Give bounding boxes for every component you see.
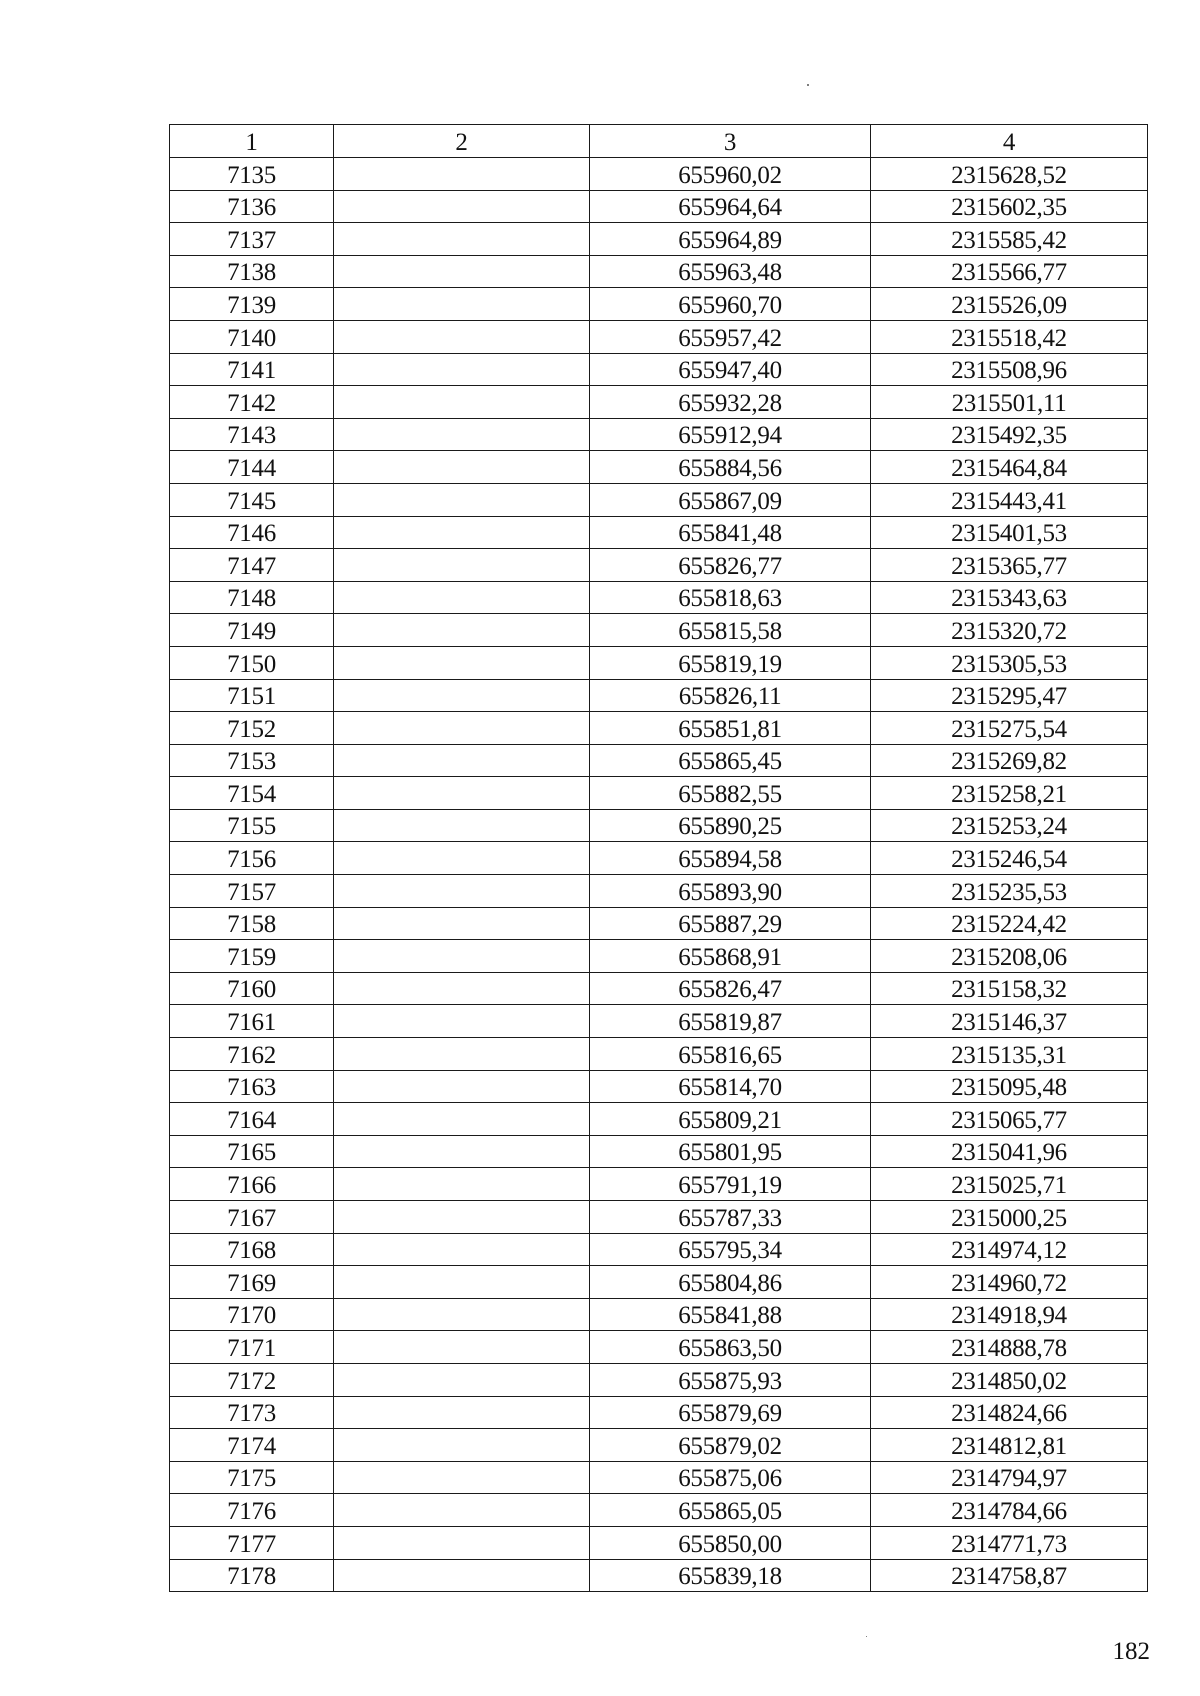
table-cell-col-1: 7177 bbox=[170, 1526, 334, 1559]
table-cell-col-4: 2315224,42 bbox=[871, 907, 1148, 940]
table-cell-col-3: 655826,11 bbox=[590, 679, 871, 712]
table-cell-col-4: 2315320,72 bbox=[871, 614, 1148, 647]
table-cell-col-4: 2315343,63 bbox=[871, 581, 1148, 614]
table-cell-col-3: 655814,70 bbox=[590, 1070, 871, 1103]
table-row bbox=[170, 1233, 1148, 1266]
table-cell-col-1: 7146 bbox=[170, 516, 334, 549]
table-cell-col-1: 7159 bbox=[170, 940, 334, 973]
table-cell-col-1: 7156 bbox=[170, 842, 334, 875]
table-cell-col-1: 7137 bbox=[170, 223, 334, 256]
table-cell-col-4: 2314794,97 bbox=[871, 1461, 1148, 1494]
table-cell-col-2 bbox=[334, 1298, 590, 1331]
table-cell-col-4: 2315065,77 bbox=[871, 1103, 1148, 1136]
table-cell-col-1: 7161 bbox=[170, 1005, 334, 1038]
table-cell-col-3: 655875,93 bbox=[590, 1363, 871, 1396]
table-cell-col-2 bbox=[334, 777, 590, 810]
table-cell-col-3: 655795,34 bbox=[590, 1233, 871, 1266]
table-cell-col-4: 2315275,54 bbox=[871, 712, 1148, 745]
table-cell-col-2 bbox=[334, 842, 590, 875]
table-cell-col-3: 655816,65 bbox=[590, 1038, 871, 1071]
table-cell-col-2 bbox=[334, 190, 590, 223]
table-row bbox=[170, 1559, 1148, 1592]
table-row bbox=[170, 777, 1148, 810]
table-cell-col-3: 655801,95 bbox=[590, 1135, 871, 1168]
table-row bbox=[170, 549, 1148, 582]
table-body bbox=[170, 158, 1148, 1592]
table-cell-col-3: 655882,55 bbox=[590, 777, 871, 810]
table-cell-col-2 bbox=[334, 1005, 590, 1038]
table-cell-col-1: 7145 bbox=[170, 483, 334, 516]
table-cell-col-3: 655875,06 bbox=[590, 1461, 871, 1494]
header-row bbox=[170, 125, 1148, 158]
table-cell-col-1: 7176 bbox=[170, 1494, 334, 1527]
table-cell-col-2 bbox=[334, 1494, 590, 1527]
table-cell-col-4: 2315602,35 bbox=[871, 190, 1148, 223]
table-cell-col-1: 7150 bbox=[170, 646, 334, 679]
table-cell-col-4: 2314771,73 bbox=[871, 1526, 1148, 1559]
table-cell-col-3: 655867,09 bbox=[590, 483, 871, 516]
coordinates-table bbox=[169, 124, 1148, 1592]
table-cell-col-3: 655957,42 bbox=[590, 320, 871, 353]
table-cell-col-4: 2314974,12 bbox=[871, 1233, 1148, 1266]
table-cell-col-4: 2315501,11 bbox=[871, 386, 1148, 419]
table-cell-col-2 bbox=[334, 1168, 590, 1201]
table-cell-col-3: 655826,77 bbox=[590, 549, 871, 582]
table-cell-col-1: 7152 bbox=[170, 712, 334, 745]
table-cell-col-2 bbox=[334, 614, 590, 647]
table-cell-col-3: 655839,18 bbox=[590, 1559, 871, 1592]
table-row bbox=[170, 418, 1148, 451]
table-cell-col-3: 655960,70 bbox=[590, 288, 871, 321]
table-cell-col-1: 7174 bbox=[170, 1429, 334, 1462]
table-cell-col-3: 655884,56 bbox=[590, 451, 871, 484]
table-row bbox=[170, 907, 1148, 940]
table-cell-col-4: 2315000,25 bbox=[871, 1201, 1148, 1234]
table-row bbox=[170, 842, 1148, 875]
table-cell-col-2 bbox=[334, 353, 590, 386]
table-cell-col-1: 7135 bbox=[170, 158, 334, 191]
table-cell-col-4: 2315253,24 bbox=[871, 809, 1148, 842]
table-cell-col-3: 655963,48 bbox=[590, 255, 871, 288]
table-row bbox=[170, 809, 1148, 842]
table-cell-col-2 bbox=[334, 1429, 590, 1462]
table-cell-col-1: 7162 bbox=[170, 1038, 334, 1071]
table-cell-col-1: 7172 bbox=[170, 1363, 334, 1396]
table-cell-col-1: 7173 bbox=[170, 1396, 334, 1429]
table-cell-col-3: 655947,40 bbox=[590, 353, 871, 386]
table-cell-col-4: 2315041,96 bbox=[871, 1135, 1148, 1168]
table-row bbox=[170, 646, 1148, 679]
table-row bbox=[170, 1201, 1148, 1234]
table-cell-col-4: 2314850,02 bbox=[871, 1363, 1148, 1396]
table-cell-col-2 bbox=[334, 1233, 590, 1266]
table-cell-col-3: 655809,21 bbox=[590, 1103, 871, 1136]
table-cell-col-2 bbox=[334, 1396, 590, 1429]
table-cell-col-1: 7155 bbox=[170, 809, 334, 842]
table-cell-col-1: 7160 bbox=[170, 972, 334, 1005]
table-cell-col-2 bbox=[334, 581, 590, 614]
table-cell-col-1: 7164 bbox=[170, 1103, 334, 1136]
table-cell-col-3: 655879,02 bbox=[590, 1429, 871, 1462]
table-cell-col-3: 655865,05 bbox=[590, 1494, 871, 1527]
table-cell-col-4: 2315518,42 bbox=[871, 320, 1148, 353]
table-cell-col-1: 7154 bbox=[170, 777, 334, 810]
table-cell-col-1: 7165 bbox=[170, 1135, 334, 1168]
table-row bbox=[170, 190, 1148, 223]
table-row bbox=[170, 712, 1148, 745]
table-cell-col-2 bbox=[334, 972, 590, 1005]
table-row bbox=[170, 614, 1148, 647]
table-cell-col-4: 2315464,84 bbox=[871, 451, 1148, 484]
table-cell-col-1: 7142 bbox=[170, 386, 334, 419]
table-cell-col-4: 2315585,42 bbox=[871, 223, 1148, 256]
table-cell-col-4: 2315526,09 bbox=[871, 288, 1148, 321]
table-cell-col-4: 2315095,48 bbox=[871, 1070, 1148, 1103]
table-cell-col-2 bbox=[334, 255, 590, 288]
table-cell-col-1: 7170 bbox=[170, 1298, 334, 1331]
table-row bbox=[170, 516, 1148, 549]
table-cell-col-2 bbox=[334, 288, 590, 321]
table-cell-col-4: 2315146,37 bbox=[871, 1005, 1148, 1038]
table-cell-col-4: 2314960,72 bbox=[871, 1266, 1148, 1299]
table-cell-col-4: 2315258,21 bbox=[871, 777, 1148, 810]
table-cell-col-4: 2315158,32 bbox=[871, 972, 1148, 1005]
table-cell-col-4: 2314824,66 bbox=[871, 1396, 1148, 1429]
header-cell-4: 4 bbox=[871, 125, 1148, 158]
table-cell-col-2 bbox=[334, 712, 590, 745]
table-cell-col-3: 655894,58 bbox=[590, 842, 871, 875]
table-row bbox=[170, 744, 1148, 777]
table-row bbox=[170, 1331, 1148, 1364]
scan-speck bbox=[866, 1636, 867, 1637]
table-cell-col-4: 2315305,53 bbox=[871, 646, 1148, 679]
table-cell-col-2 bbox=[334, 158, 590, 191]
table-cell-col-4: 2314918,94 bbox=[871, 1298, 1148, 1331]
table-cell-col-1: 7167 bbox=[170, 1201, 334, 1234]
table-row bbox=[170, 320, 1148, 353]
table-row bbox=[170, 483, 1148, 516]
table-cell-col-1: 7168 bbox=[170, 1233, 334, 1266]
table-cell-col-1: 7169 bbox=[170, 1266, 334, 1299]
table-cell-col-2 bbox=[334, 1038, 590, 1071]
table-row bbox=[170, 1396, 1148, 1429]
table-cell-col-1: 7148 bbox=[170, 581, 334, 614]
table-header bbox=[170, 125, 1148, 158]
table-cell-col-3: 655819,87 bbox=[590, 1005, 871, 1038]
table-cell-col-3: 655890,25 bbox=[590, 809, 871, 842]
table-row bbox=[170, 1363, 1148, 1396]
header-cell-1: 1 bbox=[170, 125, 334, 158]
table-row bbox=[170, 581, 1148, 614]
table-cell-col-4: 2315508,96 bbox=[871, 353, 1148, 386]
table-cell-col-2 bbox=[334, 1070, 590, 1103]
table-cell-col-1: 7178 bbox=[170, 1559, 334, 1592]
table-cell-col-2 bbox=[334, 1266, 590, 1299]
table-cell-col-3: 655851,81 bbox=[590, 712, 871, 745]
scan-speck bbox=[807, 84, 809, 86]
table-cell-col-2 bbox=[334, 1201, 590, 1234]
table-cell-col-1: 7158 bbox=[170, 907, 334, 940]
table-cell-col-1: 7166 bbox=[170, 1168, 334, 1201]
table-cell-col-2 bbox=[334, 516, 590, 549]
table-cell-col-3: 655841,88 bbox=[590, 1298, 871, 1331]
table-cell-col-4: 2315208,06 bbox=[871, 940, 1148, 973]
table-cell-col-4: 2314888,78 bbox=[871, 1331, 1148, 1364]
table-cell-col-1: 7175 bbox=[170, 1461, 334, 1494]
table-cell-col-2 bbox=[334, 483, 590, 516]
table-row bbox=[170, 1135, 1148, 1168]
table-cell-col-3: 655887,29 bbox=[590, 907, 871, 940]
table-row bbox=[170, 451, 1148, 484]
header-cell-3: 3 bbox=[590, 125, 871, 158]
table-cell-col-4: 2315025,71 bbox=[871, 1168, 1148, 1201]
table-cell-col-4: 2315566,77 bbox=[871, 255, 1148, 288]
table-row bbox=[170, 972, 1148, 1005]
table-cell-col-2 bbox=[334, 386, 590, 419]
table-cell-col-2 bbox=[334, 907, 590, 940]
table-cell-col-2 bbox=[334, 1461, 590, 1494]
table-cell-col-2 bbox=[334, 1331, 590, 1364]
table-row bbox=[170, 1070, 1148, 1103]
table-cell-col-3: 655868,91 bbox=[590, 940, 871, 973]
table-cell-col-2 bbox=[334, 549, 590, 582]
table-cell-col-4: 2315135,31 bbox=[871, 1038, 1148, 1071]
table-cell-col-3: 655791,19 bbox=[590, 1168, 871, 1201]
table-cell-col-1: 7149 bbox=[170, 614, 334, 647]
table-cell-col-3: 655787,33 bbox=[590, 1201, 871, 1234]
table-cell-col-3: 655826,47 bbox=[590, 972, 871, 1005]
table-row bbox=[170, 1526, 1148, 1559]
table-cell-col-1: 7163 bbox=[170, 1070, 334, 1103]
table-cell-col-2 bbox=[334, 1103, 590, 1136]
table-cell-col-3: 655964,64 bbox=[590, 190, 871, 223]
table-row bbox=[170, 1429, 1148, 1462]
table-cell-col-3: 655912,94 bbox=[590, 418, 871, 451]
table-cell-col-3: 655960,02 bbox=[590, 158, 871, 191]
table-row bbox=[170, 158, 1148, 191]
page-number: 182 bbox=[1112, 1638, 1150, 1665]
table-row bbox=[170, 679, 1148, 712]
table-cell-col-4: 2315443,41 bbox=[871, 483, 1148, 516]
table-cell-col-2 bbox=[334, 809, 590, 842]
table-cell-col-3: 655879,69 bbox=[590, 1396, 871, 1429]
table-row bbox=[170, 386, 1148, 419]
table-cell-col-3: 655818,63 bbox=[590, 581, 871, 614]
table-cell-col-3: 655964,89 bbox=[590, 223, 871, 256]
table-cell-col-3: 655850,00 bbox=[590, 1526, 871, 1559]
table-cell-col-1: 7147 bbox=[170, 549, 334, 582]
table-cell-col-2 bbox=[334, 1526, 590, 1559]
table-cell-col-1: 7140 bbox=[170, 320, 334, 353]
table-cell-col-1: 7141 bbox=[170, 353, 334, 386]
table-cell-col-4: 2315269,82 bbox=[871, 744, 1148, 777]
table-cell-col-4: 2314758,87 bbox=[871, 1559, 1148, 1592]
table-row bbox=[170, 875, 1148, 908]
table-cell-col-2 bbox=[334, 744, 590, 777]
table-cell-col-3: 655819,19 bbox=[590, 646, 871, 679]
table-cell-col-4: 2314812,81 bbox=[871, 1429, 1148, 1462]
table-cell-col-1: 7144 bbox=[170, 451, 334, 484]
table-cell-col-2 bbox=[334, 320, 590, 353]
table-cell-col-4: 2315235,53 bbox=[871, 875, 1148, 908]
table-cell-col-2 bbox=[334, 418, 590, 451]
table-row bbox=[170, 353, 1148, 386]
table-cell-col-1: 7157 bbox=[170, 875, 334, 908]
table-cell-col-4: 2315628,52 bbox=[871, 158, 1148, 191]
table-cell-col-2 bbox=[334, 940, 590, 973]
table-cell-col-3: 655865,45 bbox=[590, 744, 871, 777]
table-cell-col-2 bbox=[334, 223, 590, 256]
table-cell-col-2 bbox=[334, 679, 590, 712]
table-cell-col-2 bbox=[334, 1559, 590, 1592]
table-cell-col-1: 7153 bbox=[170, 744, 334, 777]
table-cell-col-1: 7138 bbox=[170, 255, 334, 288]
table-cell-col-4: 2315246,54 bbox=[871, 842, 1148, 875]
table-cell-col-3: 655893,90 bbox=[590, 875, 871, 908]
table-cell-col-2 bbox=[334, 1135, 590, 1168]
table-cell-col-4: 2315295,47 bbox=[871, 679, 1148, 712]
table-row bbox=[170, 288, 1148, 321]
table-cell-col-1: 7136 bbox=[170, 190, 334, 223]
header-cell-2: 2 bbox=[334, 125, 590, 158]
table-cell-col-2 bbox=[334, 875, 590, 908]
table-cell-col-2 bbox=[334, 451, 590, 484]
table-cell-col-1: 7143 bbox=[170, 418, 334, 451]
table-row bbox=[170, 1266, 1148, 1299]
table-row bbox=[170, 940, 1148, 973]
table-cell-col-1: 7139 bbox=[170, 288, 334, 321]
table-cell-col-2 bbox=[334, 646, 590, 679]
table-row bbox=[170, 1461, 1148, 1494]
table-cell-col-1: 7171 bbox=[170, 1331, 334, 1364]
table-row bbox=[170, 1038, 1148, 1071]
table-cell-col-4: 2315401,53 bbox=[871, 516, 1148, 549]
table-cell-col-4: 2315492,35 bbox=[871, 418, 1148, 451]
table-cell-col-3: 655841,48 bbox=[590, 516, 871, 549]
table-row bbox=[170, 1298, 1148, 1331]
table-cell-col-4: 2315365,77 bbox=[871, 549, 1148, 582]
table-cell-col-4: 2314784,66 bbox=[871, 1494, 1148, 1527]
table-cell-col-3: 655932,28 bbox=[590, 386, 871, 419]
table-cell-col-2 bbox=[334, 1363, 590, 1396]
table-row bbox=[170, 255, 1148, 288]
table-row bbox=[170, 223, 1148, 256]
table-cell-col-3: 655815,58 bbox=[590, 614, 871, 647]
table-cell-col-3: 655863,50 bbox=[590, 1331, 871, 1364]
table-row bbox=[170, 1005, 1148, 1038]
table-cell-col-1: 7151 bbox=[170, 679, 334, 712]
table-row bbox=[170, 1103, 1148, 1136]
table-row bbox=[170, 1168, 1148, 1201]
table-row bbox=[170, 1494, 1148, 1527]
table-cell-col-3: 655804,86 bbox=[590, 1266, 871, 1299]
